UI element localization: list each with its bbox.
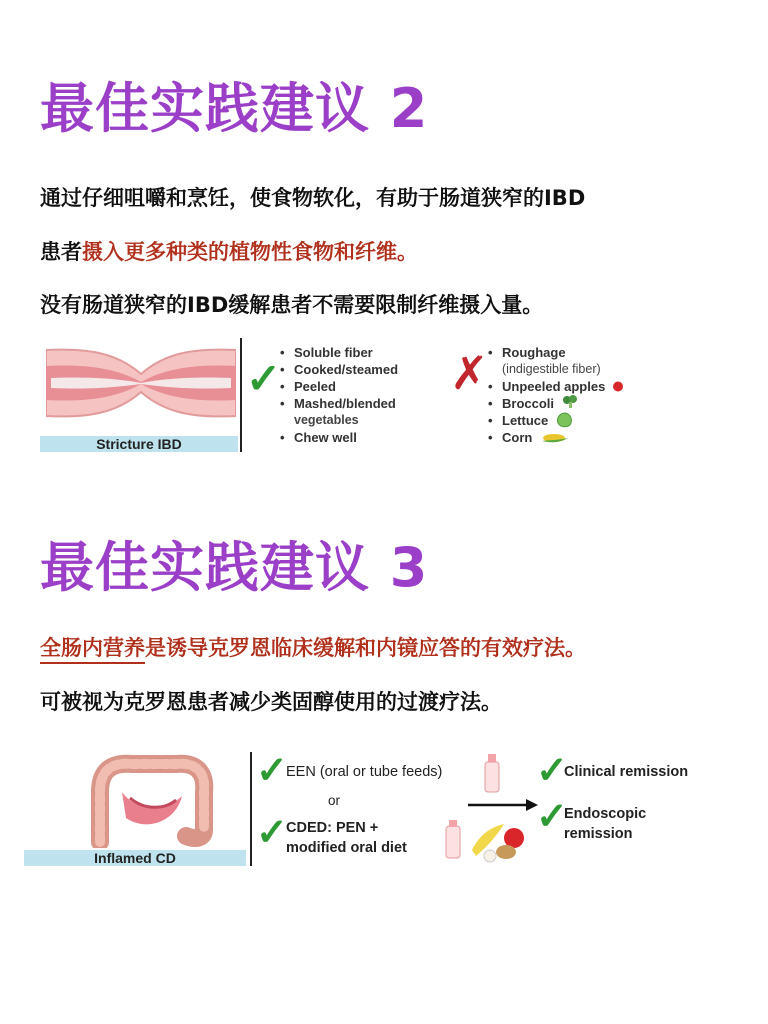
figure-divider (250, 752, 252, 866)
list-item (488, 378, 624, 395)
list-item: • Cooked/steamed (280, 361, 398, 378)
clinical-remission-text: Clinical remission (564, 764, 689, 780)
section2-plain-text: 患者 (40, 240, 82, 264)
list-item (488, 429, 624, 446)
section3-highlight-text: 是诱导克罗恩临床缓解和内镜应答的有效疗法。 (145, 636, 586, 660)
inflamed-cd-figure (24, 750, 724, 870)
avoid-food-list (488, 344, 624, 446)
list-item: • Roughage (488, 344, 624, 361)
recommended-food-list (280, 344, 398, 446)
check-icon: ✓ (256, 812, 288, 854)
een-text: EEN (oral or tube feeds) (286, 764, 443, 780)
check-icon: ✓ (256, 750, 288, 792)
list-item: • Mashed/blended (280, 395, 398, 412)
arrow-icon (468, 798, 538, 812)
list-item: (indigestible fiber) (502, 362, 601, 376)
list-item-label: Unpeeled apples (502, 379, 606, 394)
check-icon: ✓ (536, 750, 568, 792)
section2-highlight-text: 摄入更多种类的植物性食物和纤维。 (82, 240, 418, 264)
section3-paragraph1 (40, 636, 586, 661)
list-item-label: Lettuce (502, 413, 549, 428)
corn-icon (540, 432, 570, 444)
section2-paragraph1-line1: 通过仔细咀嚼和烹饪，使食物软化，有助于肠道狭窄的IBD (40, 186, 586, 210)
list-item-label: Broccoli (502, 396, 555, 411)
endoscopic-remission-line1: Endoscopic (564, 806, 647, 822)
list-item: • Chew well (280, 429, 398, 446)
x-mark-icon: ✗ (450, 347, 489, 399)
or-text: or (328, 793, 341, 808)
endoscopic-remission-line2: remission (564, 826, 633, 842)
check-icon: ✓ (536, 796, 568, 838)
list-item: • Soluble fiber (280, 344, 398, 361)
stricture-caption: Stricture IBD (40, 436, 238, 452)
stricture-figure (40, 336, 640, 454)
cded-text-line2: modified oral diet (286, 840, 407, 856)
formula-bottle-icon (484, 754, 500, 794)
section2-paragraph1-line2 (40, 240, 418, 265)
inflamed-cd-caption: Inflamed CD (24, 850, 246, 866)
lettuce-icon (556, 412, 574, 428)
list-item: • Peeled (280, 378, 398, 395)
colon-illustration (86, 752, 216, 848)
food-icon (444, 820, 534, 864)
cded-text-line1: CDED: PEN + (286, 820, 379, 836)
list-item: vegetables (294, 413, 359, 427)
figure-divider (240, 338, 242, 452)
section3-underlined-text: 全肠内营养 (40, 636, 145, 664)
broccoli-icon (561, 395, 581, 409)
list-item-label: Corn (502, 430, 533, 445)
section3-title: 最佳实践建议 3 (40, 536, 429, 599)
section2-paragraph2: 没有肠道狭窄的IBD缓解患者不需要限制纤维摄入量。 (40, 293, 544, 317)
check-icon: ✓ (246, 355, 282, 402)
section2-title: 最佳实践建议 2 (40, 77, 429, 140)
list-item (488, 395, 624, 412)
stricture-intestine-illustration (46, 338, 236, 428)
apple-icon (612, 380, 624, 392)
list-item (488, 412, 624, 429)
section3-paragraph2: 可被视为克罗恩患者减少类固醇使用的过渡疗法。 (40, 690, 502, 714)
